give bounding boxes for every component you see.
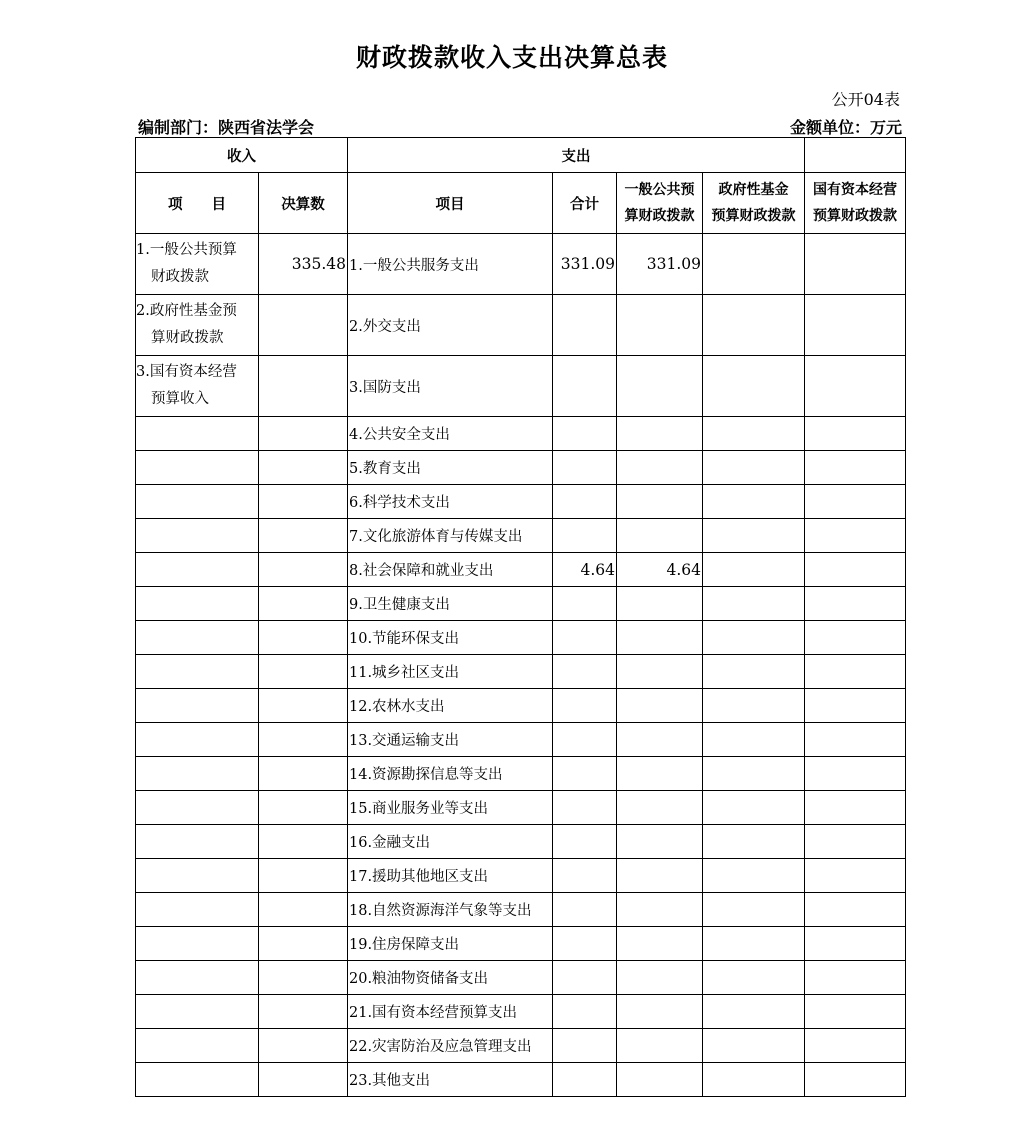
expense-total-cell xyxy=(553,295,617,356)
expense-total-cell xyxy=(553,485,617,519)
table-row xyxy=(136,621,906,655)
table-row xyxy=(136,791,906,825)
expense-total-cell xyxy=(553,655,617,689)
income-amount-cell xyxy=(259,451,348,485)
income-item-header: 项 目 xyxy=(136,173,259,234)
income-header: 收入 xyxy=(136,138,348,173)
expense-item-cell: 17.援助其他地区支出 xyxy=(348,859,553,893)
expense-item-cell: 8.社会保障和就业支出 xyxy=(348,553,553,587)
gov-fund-cell xyxy=(703,295,805,356)
income-item-cell xyxy=(136,757,259,791)
state-capital-cell xyxy=(805,553,906,587)
table-row xyxy=(136,893,906,927)
expense-total-cell: 4.64 xyxy=(553,553,617,587)
gov-fund-cell xyxy=(703,995,805,1029)
income-item-cell xyxy=(136,553,259,587)
expense-item-cell: 16.金融支出 xyxy=(348,825,553,859)
general-budget-cell xyxy=(617,1029,703,1063)
general-budget-cell xyxy=(617,417,703,451)
expense-total-cell xyxy=(553,587,617,621)
general-budget-cell xyxy=(617,295,703,356)
income-item-cell xyxy=(136,961,259,995)
gov-fund-cell xyxy=(703,234,805,295)
gov-fund-cell xyxy=(703,1029,805,1063)
expense-item-cell: 3.国防支出 xyxy=(348,356,553,417)
income-amount-header: 决算数 xyxy=(259,173,348,234)
table-row xyxy=(136,655,906,689)
income-amount-cell: 335.48 xyxy=(259,234,348,295)
income-amount-cell xyxy=(259,1029,348,1063)
general-budget-cell xyxy=(617,1063,703,1097)
state-capital-cell xyxy=(805,587,906,621)
gov-fund-cell xyxy=(703,961,805,995)
expense-item-cell: 11.城乡社区支出 xyxy=(348,655,553,689)
table-row xyxy=(136,927,906,961)
empty-header-cell xyxy=(805,138,906,173)
income-item-cell xyxy=(136,621,259,655)
table-row xyxy=(136,995,906,1029)
income-item-cell xyxy=(136,825,259,859)
table-row xyxy=(136,723,906,757)
expense-total-cell xyxy=(553,791,617,825)
expense-item-cell: 23.其他支出 xyxy=(348,1063,553,1097)
income-item-line2: 财政拨款 xyxy=(151,269,209,285)
general-budget-cell xyxy=(617,485,703,519)
state-capital-cell xyxy=(805,451,906,485)
income-item-cell xyxy=(136,995,259,1029)
state-header-line2: 预算财政拨款 xyxy=(813,208,897,224)
table-row xyxy=(136,417,906,451)
table-row xyxy=(136,234,906,295)
expense-total-cell xyxy=(553,451,617,485)
expense-total-cell xyxy=(553,859,617,893)
expense-total-cell xyxy=(553,825,617,859)
gov-fund-cell xyxy=(703,451,805,485)
income-item-line1: 3.国有资本经营 xyxy=(136,364,237,380)
income-amount-cell xyxy=(259,655,348,689)
income-amount-cell xyxy=(259,791,348,825)
table-row xyxy=(136,757,906,791)
expense-total-cell xyxy=(553,1063,617,1097)
state-capital-cell xyxy=(805,519,906,553)
income-amount-cell xyxy=(259,893,348,927)
income-item-cell xyxy=(136,485,259,519)
state-capital-cell xyxy=(805,417,906,451)
income-amount-cell xyxy=(259,519,348,553)
general-budget-cell xyxy=(617,757,703,791)
state-capital-cell xyxy=(805,621,906,655)
expense-total-cell xyxy=(553,621,617,655)
income-amount-cell xyxy=(259,961,348,995)
general-budget-cell: 331.09 xyxy=(617,234,703,295)
general-budget-cell xyxy=(617,519,703,553)
state-capital-cell xyxy=(805,234,906,295)
general-budget-cell xyxy=(617,859,703,893)
expense-total-cell xyxy=(553,417,617,451)
expense-item-cell: 15.商业服务业等支出 xyxy=(348,791,553,825)
state-capital-cell xyxy=(805,791,906,825)
general-header-line2: 算财政拨款 xyxy=(624,208,695,224)
gov-fund-cell xyxy=(703,723,805,757)
budget-table xyxy=(135,137,906,1097)
income-item-cell xyxy=(136,295,259,356)
form-number: 公开04表 xyxy=(831,90,900,109)
expense-item-cell: 7.文化旅游体育与传媒支出 xyxy=(348,519,553,553)
gov-fund-cell xyxy=(703,791,805,825)
table-row xyxy=(136,825,906,859)
table-row xyxy=(136,587,906,621)
gov-fund-cell xyxy=(703,893,805,927)
gov-fund-cell xyxy=(703,927,805,961)
table-row xyxy=(136,553,906,587)
general-budget-cell xyxy=(617,825,703,859)
income-item-cell xyxy=(136,689,259,723)
gov-fund-cell xyxy=(703,356,805,417)
income-amount-cell xyxy=(259,553,348,587)
expense-item-cell: 9.卫生健康支出 xyxy=(348,587,553,621)
general-budget-cell xyxy=(617,356,703,417)
general-budget-cell xyxy=(617,723,703,757)
expense-item-cell: 12.农林水支出 xyxy=(348,689,553,723)
table-row xyxy=(136,961,906,995)
gov-fund-cell xyxy=(703,689,805,723)
table-row xyxy=(136,689,906,723)
general-header-line1: 一般公共预 xyxy=(624,182,695,198)
department-label: 编制部门：陕西省法学会 xyxy=(138,118,315,137)
expense-item-cell: 10.节能环保支出 xyxy=(348,621,553,655)
expense-total-cell xyxy=(553,723,617,757)
general-budget-cell: 4.64 xyxy=(617,553,703,587)
gov-fund-cell xyxy=(703,1063,805,1097)
state-capital-cell xyxy=(805,655,906,689)
income-item-line1: 2.政府性基金预 xyxy=(136,303,237,319)
income-item-cell xyxy=(136,859,259,893)
table-row xyxy=(136,519,906,553)
table-row xyxy=(136,295,906,356)
gov-fund-cell xyxy=(703,553,805,587)
income-item-line1: 1.一般公共预算 xyxy=(136,242,237,258)
general-budget-cell xyxy=(617,927,703,961)
table-row xyxy=(136,1063,906,1097)
state-capital-cell xyxy=(805,927,906,961)
table-row xyxy=(136,451,906,485)
expense-item-cell: 5.教育支出 xyxy=(348,451,553,485)
expense-item-cell: 21.国有资本经营预算支出 xyxy=(348,995,553,1029)
expense-item-cell: 14.资源勘探信息等支出 xyxy=(348,757,553,791)
income-item-cell xyxy=(136,356,259,417)
table-row xyxy=(136,485,906,519)
expense-total-cell xyxy=(553,961,617,995)
gov-fund-cell xyxy=(703,859,805,893)
expense-item-cell: 6.科学技术支出 xyxy=(348,485,553,519)
expense-total-cell xyxy=(553,356,617,417)
state-capital-cell xyxy=(805,825,906,859)
state-capital-cell xyxy=(805,356,906,417)
income-item-cell xyxy=(136,451,259,485)
income-item-cell xyxy=(136,519,259,553)
general-budget-header xyxy=(617,173,703,234)
state-capital-cell xyxy=(805,893,906,927)
expense-total-cell xyxy=(553,1029,617,1063)
expense-item-cell: 18.自然资源海洋气象等支出 xyxy=(348,893,553,927)
income-item-cell xyxy=(136,927,259,961)
income-item-cell xyxy=(136,791,259,825)
income-amount-cell xyxy=(259,621,348,655)
expense-item-cell: 1.一般公共服务支出 xyxy=(348,234,553,295)
income-amount-cell xyxy=(259,587,348,621)
income-amount-cell xyxy=(259,485,348,519)
expense-item-cell: 20.粮油物资储备支出 xyxy=(348,961,553,995)
general-budget-cell xyxy=(617,893,703,927)
income-item-cell xyxy=(136,1029,259,1063)
income-item-line2: 预算收入 xyxy=(151,391,209,407)
income-item-cell xyxy=(136,893,259,927)
income-amount-cell xyxy=(259,356,348,417)
gov-fund-cell xyxy=(703,655,805,689)
expense-total-cell xyxy=(553,519,617,553)
income-amount-cell xyxy=(259,689,348,723)
income-item-cell xyxy=(136,417,259,451)
income-amount-cell xyxy=(259,1063,348,1097)
state-capital-cell xyxy=(805,995,906,1029)
income-item-cell xyxy=(136,1063,259,1097)
general-budget-cell xyxy=(617,587,703,621)
general-budget-cell xyxy=(617,451,703,485)
expense-header: 支出 xyxy=(348,138,805,173)
income-amount-cell xyxy=(259,927,348,961)
income-amount-cell xyxy=(259,859,348,893)
general-budget-cell xyxy=(617,655,703,689)
state-capital-cell xyxy=(805,723,906,757)
income-amount-cell xyxy=(259,723,348,757)
expense-total-cell xyxy=(553,995,617,1029)
page-title: 财政拨款收入支出决算总表 xyxy=(355,43,668,72)
general-budget-cell xyxy=(617,689,703,723)
table-row xyxy=(136,859,906,893)
expense-item-cell: 4.公共安全支出 xyxy=(348,417,553,451)
unit-label: 金额单位：万元 xyxy=(789,118,902,137)
expense-item-cell: 19.住房保障支出 xyxy=(348,927,553,961)
expense-total-cell xyxy=(553,689,617,723)
state-capital-cell xyxy=(805,757,906,791)
income-amount-cell xyxy=(259,757,348,791)
gov-header-line2: 预算财政拨款 xyxy=(711,208,796,224)
state-capital-cell xyxy=(805,1063,906,1097)
gov-fund-cell xyxy=(703,587,805,621)
state-capital-cell xyxy=(805,859,906,893)
table-row xyxy=(136,356,906,417)
general-budget-cell xyxy=(617,995,703,1029)
gov-fund-cell xyxy=(703,485,805,519)
expense-total-cell xyxy=(553,757,617,791)
expense-total-cell xyxy=(553,927,617,961)
gov-fund-cell xyxy=(703,825,805,859)
gov-fund-header xyxy=(703,173,805,234)
state-header-line1: 国有资本经营 xyxy=(813,182,897,198)
general-budget-cell xyxy=(617,791,703,825)
total-header: 合计 xyxy=(553,173,617,234)
state-capital-cell xyxy=(805,295,906,356)
expense-item-header: 项目 xyxy=(348,173,553,234)
income-item-cell xyxy=(136,655,259,689)
gov-fund-cell xyxy=(703,417,805,451)
income-item-cell xyxy=(136,234,259,295)
general-budget-cell xyxy=(617,961,703,995)
income-item-line2: 算财政拨款 xyxy=(151,330,224,346)
state-capital-cell xyxy=(805,961,906,995)
income-amount-cell xyxy=(259,417,348,451)
table-row xyxy=(136,1029,906,1063)
gov-fund-cell xyxy=(703,621,805,655)
state-capital-header xyxy=(805,173,906,234)
income-item-cell xyxy=(136,587,259,621)
expense-item-cell: 22.灾害防治及应急管理支出 xyxy=(348,1029,553,1063)
state-capital-cell xyxy=(805,689,906,723)
expense-total-cell xyxy=(553,893,617,927)
gov-fund-cell xyxy=(703,519,805,553)
state-capital-cell xyxy=(805,485,906,519)
income-amount-cell xyxy=(259,295,348,356)
gov-fund-cell xyxy=(703,757,805,791)
expense-item-cell: 2.外交支出 xyxy=(348,295,553,356)
expense-item-cell: 13.交通运输支出 xyxy=(348,723,553,757)
income-amount-cell xyxy=(259,825,348,859)
general-budget-cell xyxy=(617,621,703,655)
income-amount-cell xyxy=(259,995,348,1029)
expense-total-cell: 331.09 xyxy=(553,234,617,295)
gov-header-line1: 政府性基金 xyxy=(718,182,789,198)
income-item-cell xyxy=(136,723,259,757)
state-capital-cell xyxy=(805,1029,906,1063)
